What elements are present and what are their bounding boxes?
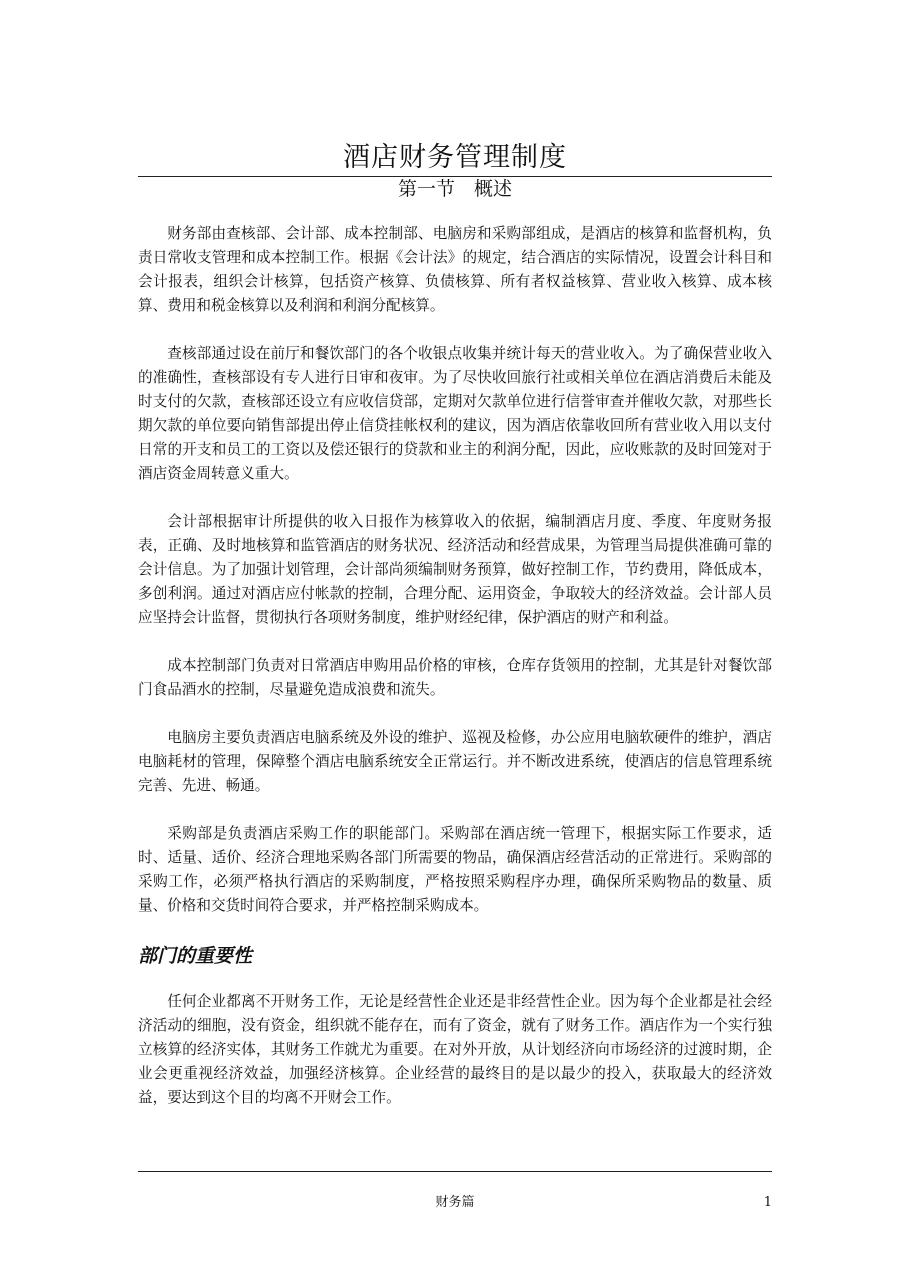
- paragraph-finance-department-overview: 财务部由查核部、会计部、成本控制部、电脑房和采购部组成，是酒店的核算和监督机构，负责日常收支管理和成本控制工作。根据《会计法》的规定，结合酒店的实际情况，设置会计科目和会计报表，组织会计核算，包括资产核算、负债核算、所有者权益核算、营业收入核算、成本核算、费用和税金核算以及利润和利润分配核算。: [138, 225, 772, 314]
- footer-rule: [138, 1171, 772, 1172]
- paragraph-importance-of-finance: 任何企业都离不开财务工作，无论是经营性企业还是非经营性企业。因为每个企业都是社会经济活动的细胞，没有资金，组织就不能存在，而有了资金，就有了财务工作。酒店作为一个实行独立核算的经济实体，其财务工作就尤为重要。在对外开放，从计划经济向市场经济的过渡时期，企业会更重视经济效益，加强经济核算。企业经营的最终目的是以最少的投入，获取最大的经济效益，要达到这个目的均离不开财会工作。: [138, 993, 772, 1106]
- subheading-department-importance: 部门的重要性: [138, 945, 253, 967]
- paragraph-cost-control-department: 成本控制部门负责对日常酒店申购用品价格的审核，仓库存货领用的控制，尤其是针对餐饮部门食品酒水的控制，尽量避免造成浪费和流失。: [138, 657, 772, 698]
- section-heading: 第一节 概述: [397, 178, 512, 200]
- document-body: [138, 222, 772, 1134]
- document-title: 酒店财务管理制度: [343, 142, 567, 173]
- page-number: 1: [763, 1195, 772, 1210]
- paragraph-purchasing-department: 采购部是负责酒店采购工作的职能部门。采购部在酒店统一管理下，根据实际工作要求，适时、适量、适价、经济合理地采购各部门所需要的物品，确保酒店经营活动的正常进行。采购部的采购工作，必须严格执行酒店的采购制度，严格按照采购程序办理，确保所采购物品的数量、质量、价格和交货时间符合要求，并严格控制采购成本。: [138, 825, 772, 914]
- footer-label: 财务篇: [435, 1195, 475, 1210]
- paragraph-audit-department: 查核部通过设在前厅和餐饮部门的各个收银点收集并统计每天的营业收入。为了确保营业收入的准确性，查核部设有专人进行日审和夜审。为了尽快收回旅行社或相关单位在酒店消费后未能及时支付的欠款，查核部还设立有应收信贷部，定期对欠款单位进行信誉审查并催收欠款，对那些长期欠款的单位要向销售部提出停止信贷挂帐权利的建议，因为酒店依靠收回所有营业收入用以支付日常的开支和员工的工资以及偿还银行的贷款和业主的利润分配，因此，应收账款的及时回笼对于酒店资金周转意义重大。: [138, 345, 772, 482]
- paragraph-computer-room: 电脑房主要负责酒店电脑系统及外设的维护、巡视及检修，办公应用电脑软硬件的维护，酒店电脑耗材的管理，保障整个酒店电脑系统安全正常运行。并不断改进系统，使酒店的信息管理系统完善、先进、畅通。: [138, 729, 772, 794]
- paragraph-accounting-department: 会计部根据审计所提供的收入日报作为核算收入的依据，编制酒店月度、季度、年度财务报表，正确、及时地核算和监管酒店的财务状况、经济活动和经营成果，为管理当局提供准确可靠的会计信息。为了加强计划管理，会计部尚须编制财务预算，做好控制工作，节约费用，降低成本，多创利润。通过对酒店应付帐款的控制，合理分配、运用资金，争取较大的经济效益。会计部人员应坚持会计监督，贯彻执行各项财务制度，维护财经纪律，保护酒店的财产和利益。: [138, 513, 772, 626]
